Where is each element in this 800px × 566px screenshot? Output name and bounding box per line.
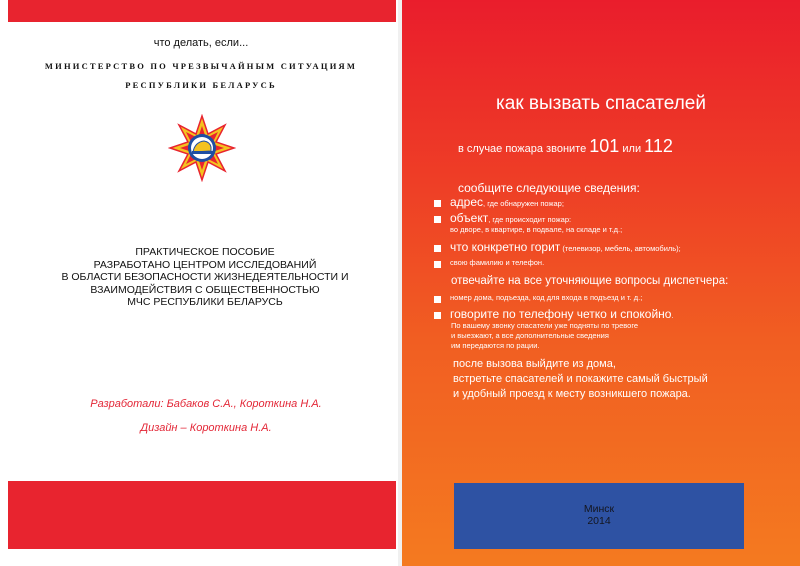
- subtitle: что делать, если...: [153, 37, 249, 49]
- instruction-line: после вызова выйдите из дома,: [453, 358, 616, 370]
- item-detail-line2: во дворе, в квартире, в подвале, на складе и т.д.;: [450, 225, 623, 234]
- list-item-speak-calmly: [434, 309, 674, 321]
- authors-credit: Разработали: Бабаков С.А., Короткина Н.А.: [90, 398, 322, 410]
- call-or: или: [622, 143, 642, 155]
- square-bullet-icon: [434, 216, 441, 223]
- item-detail: свою фамилию и телефон.: [450, 258, 545, 267]
- publication-city: Минск: [583, 503, 615, 515]
- note-line: и выезжают, а все дополнительные сведения: [451, 331, 609, 340]
- square-bullet-icon: [434, 296, 441, 303]
- list-item-object: [434, 213, 622, 235]
- list-item-address: [434, 197, 564, 209]
- instruction-line: и удобный проезд к месту возникшего пожара.: [453, 388, 691, 400]
- square-bullet-icon: [434, 261, 441, 268]
- dispatcher-questions: отвечайте на все уточняющие вопросы диспетчера:: [451, 275, 729, 287]
- guide-line: МЧС РЕСПУБЛИКИ БЕЛАРУСЬ: [127, 296, 283, 308]
- page-fold-divider: [398, 0, 402, 566]
- guide-line: В ОБЛАСТИ БЕЗОПАСНОСТИ ЖИЗНЕДЕЯТЕЛЬНОСТИ И: [61, 271, 349, 283]
- guide-description: [50, 246, 360, 309]
- ministry-country: РЕСПУБЛИКИ БЕЛАРУСЬ: [125, 80, 277, 90]
- item-detail: , где происходит пожар:: [488, 215, 572, 224]
- note-line: По вашему звонку спасатели уже подняты по тревоге: [451, 321, 639, 330]
- item-key: говорите по телефону четко и спокойно: [450, 307, 672, 321]
- emergency-ministry-emblem-icon: [168, 114, 236, 182]
- emergency-numbers: [458, 136, 673, 157]
- publication-year: 2014: [587, 515, 611, 527]
- instruction-line: встретьте спасателей и покажите самый быстрый: [453, 373, 708, 385]
- guide-line: ПРАКТИЧЕСКОЕ ПОСОБИЕ: [135, 246, 275, 258]
- guide-line: РАЗРАБОТАНО ЦЕНТРОМ ИССЛЕДОВАНИЙ: [93, 258, 317, 271]
- ministry-name: МИНИСТЕРСТВО ПО ЧРЕЗВЫЧАЙНЫМ СИТУАЦИЯМ: [44, 61, 358, 71]
- emergency-number-112: 112: [644, 136, 673, 156]
- note-line: им передаются по рации.: [451, 341, 540, 350]
- item-detail: , где обнаружен пожар;: [483, 199, 564, 208]
- after-call-instructions: [453, 357, 708, 402]
- page-title: как вызвать спасателей: [496, 93, 706, 114]
- report-header: сообщите следующие сведения:: [458, 181, 640, 195]
- item-detail: (телевизор, мебель, автомобиль);: [560, 244, 681, 253]
- guide-line: ВЗАИМОДЕЙСТВИЯ С ОБЩЕСТВЕННОСТЬЮ: [90, 283, 320, 296]
- list-item-what-burns: [434, 242, 681, 254]
- square-bullet-icon: [434, 312, 441, 319]
- top-red-bar: [8, 0, 396, 22]
- back-cover: [402, 0, 800, 566]
- bottom-red-bar: [8, 481, 396, 549]
- call-prefix: в случае пожара звоните: [458, 143, 587, 155]
- item-key: объект: [450, 211, 489, 225]
- list-item-name-phone: [434, 258, 544, 268]
- item-key: адрес: [450, 195, 484, 209]
- square-bullet-icon: [434, 245, 441, 252]
- publication-box: [454, 483, 744, 549]
- design-credit: Дизайн – Короткина Н.А.: [140, 422, 272, 434]
- item-key: что конкретно горит: [450, 240, 561, 254]
- item-detail: .: [671, 311, 674, 320]
- phone-note: [451, 321, 638, 351]
- list-item-address-details: [434, 293, 642, 303]
- item-detail: номер дома, подъезда, код для входа в подъезд и т. д.;: [450, 293, 643, 302]
- square-bullet-icon: [434, 200, 441, 207]
- emergency-number-101: 101: [589, 136, 620, 156]
